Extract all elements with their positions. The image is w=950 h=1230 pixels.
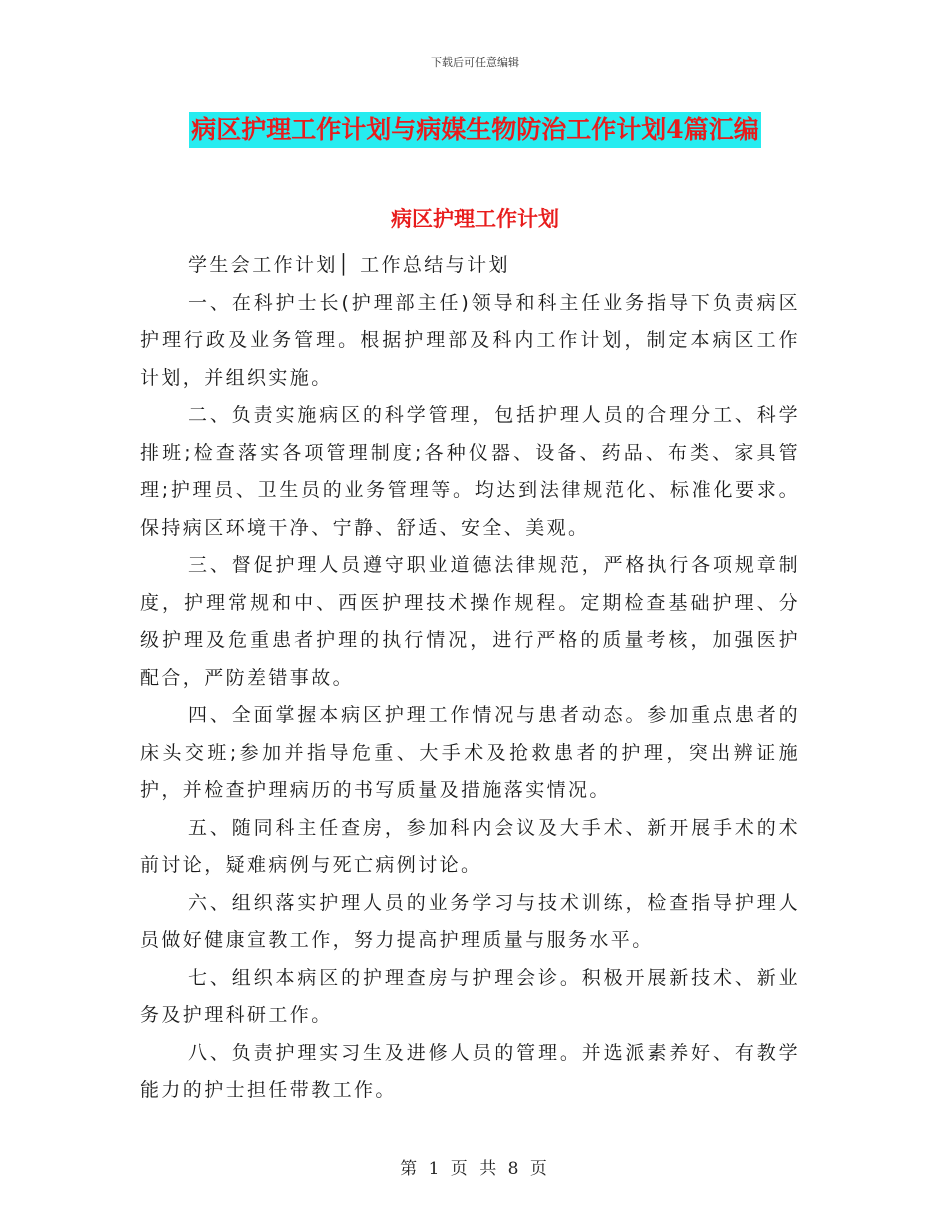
body-paragraph-7: 七、组织本病区的护理查房与护理会诊。积极开展新技术、新业务及护理科研工作。 (140, 966, 800, 1026)
body-paragraph-2: 二、负责实施病区的科学管理，包括护理人员的合理分工、科学排班;检查落实各项管理制度;各种仪器、设备、药品、布类、家具管理;护理员、卫生员的业务管理等。均达到法律规范化、标准化要求。保持病区环境干净、宁静、舒适、安全、美观。 (140, 404, 800, 539)
body-paragraph-1: 一、在科护士长(护理部主任)领导和科主任业务指导下负责病区护理行政及业务管理。根据护理部及科内工作计划，制定本病区工作计划，并组织实施。 (140, 291, 800, 389)
document-title-text: 病区护理工作计划与病媒生物防治工作计划4篇汇编 (189, 112, 760, 148)
document-title (0, 112, 950, 148)
page-number-footer: 第 1 页 共 8 页 (400, 1159, 550, 1179)
document-body (140, 247, 800, 1110)
body-paragraph-4: 四、全面掌握本病区护理工作情况与患者动态。参加重点患者的床头交班;参加并指导危重、大手术及抢救患者的护理，突出辨证施护，并检查护理病历的书写质量及措施落实情况。 (140, 704, 800, 801)
body-paragraph-3: 三、督促护理人员遵守职业道德法律规范，严格执行各项规章制度，护理常规和中、西医护理技术操作规程。定期检查基础护理、分级护理及危重患者护理的执行情况，进行严格的质量考核，加强医护配合，严防差错事故。 (140, 554, 800, 689)
body-paragraph-8: 八、负责护理实习生及进修人员的管理。并选派素养好、有教学能力的护士担任带教工作。 (140, 1041, 800, 1101)
section-title: 病区护理工作计划 (391, 206, 559, 231)
body-paragraph-intro: 学生会工作计划│ 工作总结与计划 (188, 254, 510, 276)
header-note: 下载后可任意编辑 (431, 56, 519, 69)
body-paragraph-6: 六、组织落实护理人员的业务学习与技术训练，检查指导护理人员做好健康宣教工作，努力提高护理质量与服务水平。 (140, 891, 800, 951)
body-paragraph-5: 五、随同科主任查房，参加科内会议及大手术、新开展手术的术前讨论，疑难病例与死亡病例讨论。 (140, 816, 800, 876)
